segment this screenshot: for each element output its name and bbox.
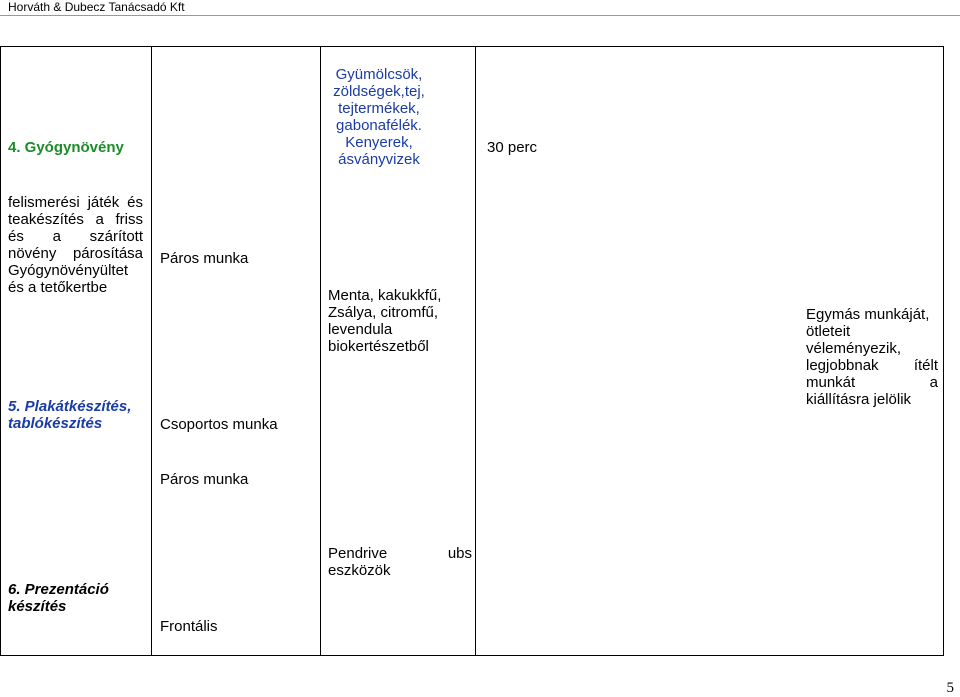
activity-description <box>8 194 143 296</box>
header-rule <box>0 15 960 16</box>
materials-word-ubs: ubs <box>447 545 472 562</box>
table-bottom-border <box>0 655 944 656</box>
evaluation-line: munkát a <box>806 374 938 391</box>
section-6-method: Frontális <box>160 618 218 635</box>
activity-line: felismerési játék és <box>8 194 143 211</box>
evaluation-line: Egymás munkáját, <box>806 306 930 323</box>
activity-line: Gyógynövényültet <box>8 262 129 279</box>
section-5-method-2: Páros munka <box>160 471 249 488</box>
section-5-title: 5. Plakátkészítés, tablókészítés <box>8 398 132 432</box>
activity-method: Páros munka <box>160 250 249 267</box>
evaluation-line: legjobbnak ítélt <box>806 357 938 374</box>
table-divider-2 <box>320 46 321 655</box>
activity-line: és a szárított <box>8 228 143 245</box>
section-6-title: 6. Prezentáció készítés <box>8 581 109 615</box>
materials-word-pendrive: Pendrive <box>328 545 388 562</box>
section-5-method: Csoportos munka <box>160 416 278 433</box>
table-border-right <box>943 46 944 655</box>
section-4-title: 4. Gyógynövény <box>8 139 124 156</box>
section-4-materials: Gyümölcsök, zöldségek,tej, tejtermékek, gabonafélék. Kenyerek, ásványvizek <box>333 66 425 168</box>
evaluation-line: kiállításra jelölik <box>806 391 912 408</box>
section-5-evaluation <box>806 306 938 408</box>
materials-line-2: eszközök <box>328 562 391 579</box>
table-divider-3 <box>475 46 476 655</box>
activity-line: teakészítés a friss <box>8 211 143 228</box>
table-border-left <box>0 46 1 655</box>
section-4-time: 30 perc <box>487 139 538 156</box>
page-number: 5 <box>946 680 954 696</box>
table-top-border <box>0 46 944 47</box>
evaluation-line: ötleteit <box>806 323 851 340</box>
activity-line: és a tetőkertbe <box>8 279 108 296</box>
materials-line-1 <box>328 545 472 562</box>
activity-line: növény párosítása <box>8 245 143 262</box>
activity-materials: Menta, kakukkfű, Zsálya, citromfű, levendula biokertészetből <box>328 287 442 355</box>
section-6-materials <box>328 545 472 579</box>
evaluation-line: véleményezik, <box>806 340 902 357</box>
table-divider-1 <box>151 46 152 655</box>
company-header: Horváth & Dubecz Tanácsadó Kft <box>8 0 185 14</box>
